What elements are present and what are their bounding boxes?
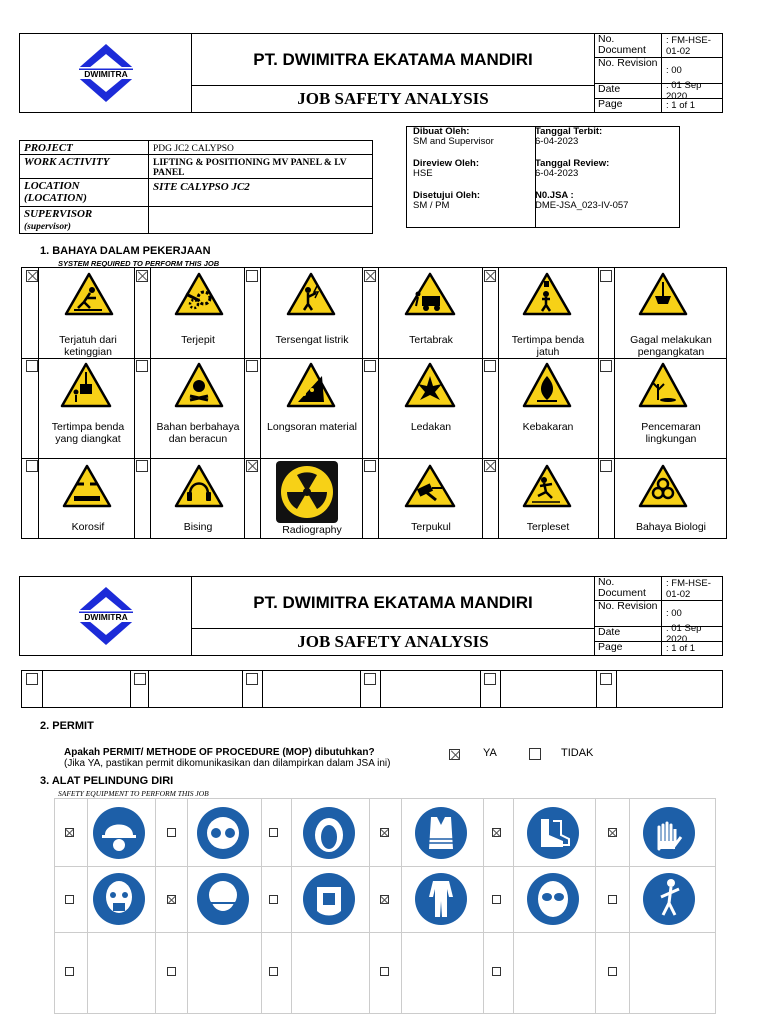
document-title: JOB SAFETY ANALYSIS: [192, 86, 595, 112]
company-logo: [20, 577, 192, 655]
ppe-checkbox-helmet[interactable]: [65, 828, 74, 837]
hazard-checkbox-pollution[interactable]: [600, 360, 612, 372]
hazard-label: Bahaya Biologi: [635, 521, 707, 533]
hazard-label: Gagal melakukan pengangkatan: [630, 334, 712, 358]
document-title: JOB SAFETY ANALYSIS: [192, 629, 595, 655]
ppe-checkbox-boots[interactable]: [492, 828, 501, 837]
hazard-checkbox-electric[interactable]: [246, 270, 258, 282]
safety-harness-icon: [641, 871, 697, 927]
review-label: Tanggal Review:: [535, 158, 610, 169]
meta-doc-label: No. Document: [598, 576, 646, 599]
hazard-label: Bising: [183, 521, 213, 533]
project-value: PDG JC2 CALYPSO: [148, 141, 372, 154]
meta-page-label: Page: [598, 641, 623, 653]
section1-subtitle: SYSTEM REQUIRED TO PERFORM THIS JOB: [58, 259, 220, 268]
work-activity-value: LIFTING & POSITIONING MV PANEL & LV PANEL: [148, 155, 372, 178]
company-logo: [20, 34, 192, 112]
hazard-checkbox-pinch[interactable]: [136, 270, 148, 282]
radiation-icon: [276, 461, 338, 523]
coverall-icon: [413, 871, 469, 927]
ppe-checkbox-empty[interactable]: [608, 967, 617, 976]
document-meta: [595, 34, 723, 112]
ppe-checkbox-harness[interactable]: [608, 895, 617, 904]
company-name: PT. DWIMITRA EKATAMA MANDIRI: [192, 34, 595, 86]
location-value: SITE CALYPSO JC2: [148, 179, 372, 206]
meta-rev-value: : 00: [661, 601, 682, 626]
hazard-checkbox-slip[interactable]: [484, 460, 496, 472]
safety-glasses-icon: [195, 805, 251, 861]
fall-from-height-icon: [64, 272, 114, 316]
direview-value: HSE: [413, 168, 433, 179]
goggles-icon: [525, 871, 581, 927]
ppe-checkbox-empty[interactable]: [167, 967, 176, 976]
ppe-grid: [54, 798, 716, 1014]
dust-mask-icon: [195, 871, 251, 927]
project-label: PROJECT: [24, 142, 73, 154]
hazard-checkbox-fire[interactable]: [484, 360, 496, 372]
hazard-checkbox-suspended-load[interactable]: [26, 360, 38, 372]
ppe-checkbox-glasses[interactable]: [167, 828, 176, 837]
review-value: 6-04-2023: [535, 168, 579, 179]
work-activity-label: WORK ACTIVITY: [24, 156, 110, 168]
slip-icon: [522, 464, 572, 508]
hazard-grid: [21, 267, 727, 539]
hazard-label: Ledakan: [410, 421, 452, 433]
helmet-icon: [91, 805, 147, 861]
lifting-failure-icon: [638, 272, 688, 316]
empty-hazard-checkbox[interactable]: [600, 673, 612, 685]
hazard-label: Terjepit: [181, 334, 215, 346]
hazard-checkbox-toxic[interactable]: [136, 360, 148, 372]
meta-date-label: Date: [598, 626, 621, 638]
corrosive-icon: [62, 464, 112, 508]
permit-note: (Jika YA, pastikan permit dikomunikasikan dan dilampirkan dalam JSA ini): [64, 758, 391, 769]
ppe-checkbox-empty[interactable]: [492, 967, 501, 976]
company-name: PT. DWIMITRA EKATAMA MANDIRI: [192, 577, 595, 629]
permit-yes-label: YA: [483, 747, 497, 759]
meta-doc-value: : FM-HSE-01-02: [661, 577, 723, 600]
safety-vest-icon: [413, 805, 469, 861]
hazard-label: Radiography: [282, 524, 342, 536]
noise-icon: [174, 464, 224, 508]
falling-object-icon: [522, 272, 572, 316]
explosion-icon: [404, 362, 456, 408]
disetujui-value: SM / PM: [413, 200, 450, 211]
location-label: LOCATION (LOCATION): [24, 180, 87, 204]
empty-hazard-checkbox[interactable]: [26, 673, 38, 685]
hazard-continuation-row: [21, 670, 723, 708]
hazard-checkbox-falling-object[interactable]: [484, 270, 496, 282]
hazard-checkbox-fall[interactable]: [26, 270, 38, 282]
hazard-checkbox-hit[interactable]: [364, 270, 376, 282]
gloves-icon: [641, 805, 697, 861]
hazard-label: Tersengat listrik: [275, 334, 349, 346]
hazard-checkbox-explosion[interactable]: [364, 360, 376, 372]
hazard-checkbox-struck[interactable]: [364, 460, 376, 472]
empty-hazard-checkbox[interactable]: [246, 673, 258, 685]
meta-date-label: Date: [598, 83, 621, 95]
face-shield-icon: [301, 871, 357, 927]
empty-hazard-checkbox[interactable]: [484, 673, 496, 685]
terbit-label: Tanggal Terbit:: [535, 126, 603, 137]
hazard-label: Tertimpa benda yang diangkat: [51, 421, 125, 445]
hazard-label: Longsoran material: [267, 421, 357, 433]
meta-date-value: : 01 Sep 2020: [661, 627, 723, 641]
ppe-checkbox-coverall[interactable]: [380, 895, 389, 904]
document-header-page2: [19, 576, 723, 656]
empty-hazard-checkbox[interactable]: [364, 673, 376, 685]
permit-no-label: TIDAK: [561, 747, 594, 759]
hazard-label: Kebakaran: [522, 421, 574, 433]
hazard-label: Bahan berbahaya dan beracun: [156, 421, 240, 445]
hazard-checkbox-lifting[interactable]: [600, 270, 612, 282]
hazard-label: Tertabrak: [409, 334, 453, 346]
project-info-table: [19, 140, 373, 234]
meta-page-value: : 1 of 1: [661, 642, 695, 655]
pinch-point-icon: [174, 272, 224, 316]
ppe-checkbox-empty[interactable]: [380, 967, 389, 976]
ear-protection-icon: [301, 805, 357, 861]
meta-date-value: : 01 Sep 2020: [661, 84, 723, 98]
meta-doc-label: No. Document: [598, 33, 646, 56]
toxic-icon: [174, 362, 224, 408]
disetujui-label: Disetujui Oleh:: [413, 190, 481, 201]
electric-shock-icon: [286, 272, 336, 316]
meta-rev-label: No. Revision: [598, 600, 658, 612]
suspended-load-icon: [60, 362, 112, 408]
struck-by-icon: [404, 464, 456, 508]
biohazard-icon: [638, 464, 688, 508]
environment-pollution-icon: [638, 362, 688, 408]
safety-boots-icon: [525, 805, 581, 861]
ppe-checkbox-face-shield[interactable]: [269, 895, 278, 904]
vehicle-hit-icon: [404, 272, 456, 316]
empty-hazard-checkbox[interactable]: [134, 673, 146, 685]
hazard-label: Pencemaran lingkungan: [641, 421, 701, 445]
hazard-checkbox-corrosive[interactable]: [26, 460, 38, 472]
section3-title: 3. ALAT PELINDUNG DIRI: [40, 775, 174, 787]
ppe-checkbox-ear[interactable]: [269, 828, 278, 837]
ppe-checkbox-dust-mask[interactable]: [167, 895, 176, 904]
permit-yes-checkbox[interactable]: [449, 749, 460, 760]
section3-subtitle: SAFETY EQUIPMENT TO PERFORM THIS JOB: [58, 789, 209, 798]
ppe-checkbox-empty[interactable]: [269, 967, 278, 976]
signoff-box: [406, 126, 680, 228]
supervisor-value: [148, 207, 372, 233]
hazard-checkbox-noise[interactable]: [136, 460, 148, 472]
section2-title: 2. PERMIT: [40, 720, 94, 732]
ppe-checkbox-respirator[interactable]: [65, 895, 74, 904]
hazard-label: Terpukul: [411, 521, 451, 533]
ppe-checkbox-gloves[interactable]: [608, 828, 617, 837]
section1-title: 1. BAHAYA DALAM PEKERJAAN: [40, 245, 211, 257]
meta-rev-value: : 00: [661, 58, 682, 83]
logo-text: DWIMITRA: [83, 612, 128, 622]
hazard-checkbox-biohazard[interactable]: [600, 460, 612, 472]
document-meta: [595, 577, 723, 655]
jsa-number-label: N0.JSA :: [535, 190, 574, 201]
hazard-checkbox-radiography[interactable]: [246, 460, 258, 472]
meta-rev-label: No. Revision: [598, 57, 658, 69]
dibuat-value: SM and Supervisor: [413, 136, 494, 147]
permit-no-checkbox[interactable]: [529, 748, 541, 760]
hazard-label: Terjatuh dari ketinggian: [59, 334, 117, 358]
ppe-checkbox-vest[interactable]: [380, 828, 389, 837]
meta-doc-value: : FM-HSE-01-02: [661, 34, 723, 57]
direview-label: Direview Oleh:: [413, 158, 479, 169]
hazard-label: Terpleset: [526, 521, 570, 533]
terbit-value: 6-04-2023: [535, 136, 579, 147]
supervisor-label: SUPERVISOR (supervisor): [24, 208, 93, 232]
ppe-checkbox-goggles[interactable]: [492, 895, 501, 904]
fire-icon: [522, 362, 572, 408]
respirator-icon: [91, 871, 147, 927]
meta-page-label: Page: [598, 98, 623, 110]
document-header: [19, 33, 723, 113]
dibuat-label: Dibuat Oleh:: [413, 126, 470, 137]
hazard-label: Tertimpa benda jatuh: [511, 334, 585, 358]
landslide-icon: [286, 362, 336, 408]
hazard-label: Korosif: [71, 521, 105, 533]
hazard-checkbox-landslide[interactable]: [246, 360, 258, 372]
logo-text: DWIMITRA: [83, 69, 128, 79]
jsa-number-value: DME-JSA_023-IV-057: [535, 200, 629, 211]
permit-question: Apakah PERMIT/ METHODE OF PROCEDURE (MOP) dibutuhkan?: [64, 747, 375, 758]
ppe-checkbox-empty[interactable]: [65, 967, 74, 976]
meta-page-value: : 1 of 1: [661, 99, 695, 112]
